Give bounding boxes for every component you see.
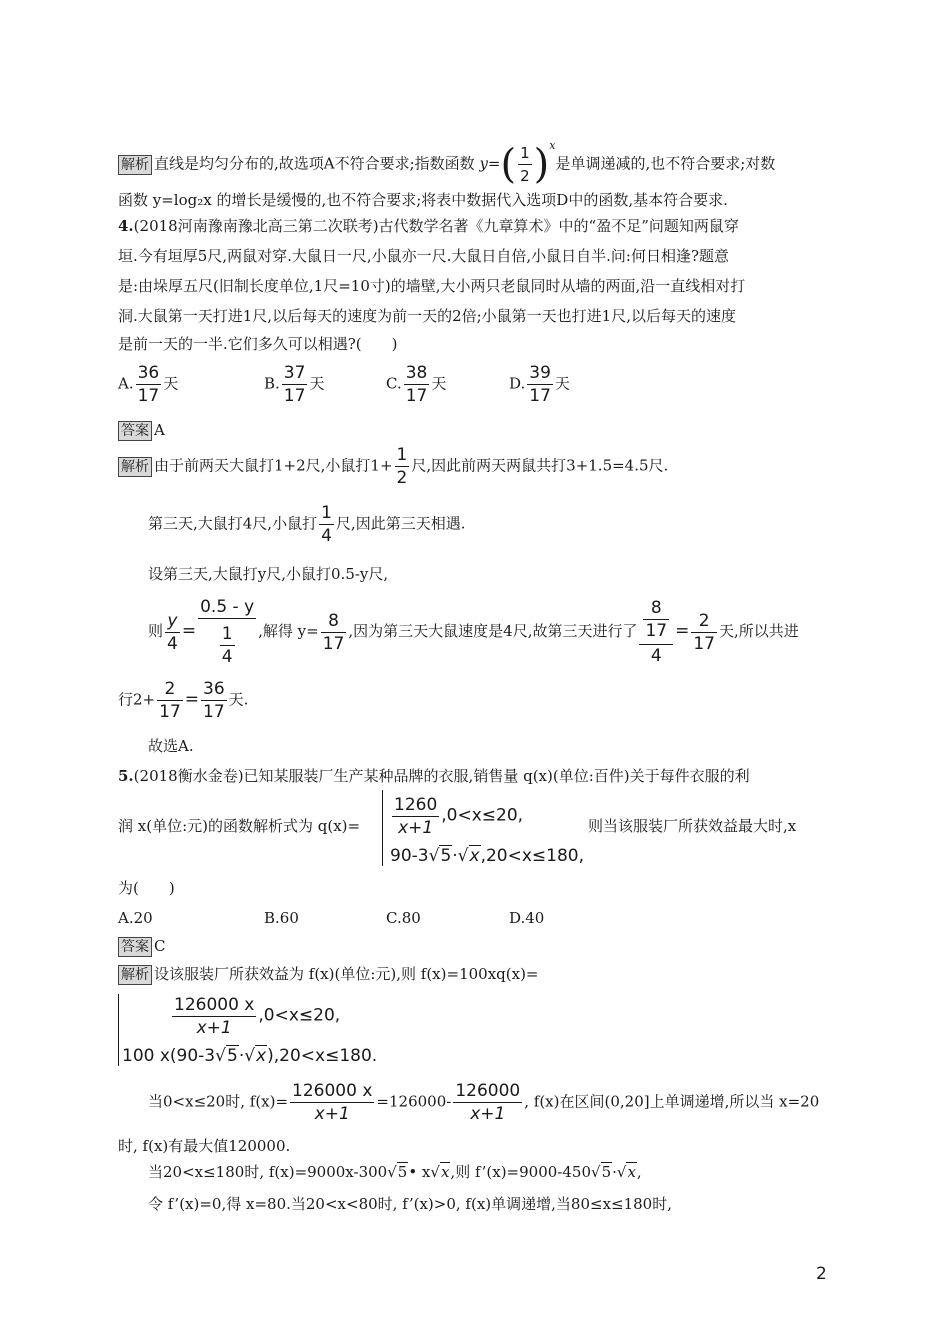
q4-solution-line3: 设第三天,大鼠打y尺,小鼠打0.5-y尺,	[148, 565, 389, 583]
q5-stem-line1: 5.(2018衡水金卷)已知某服装厂生产某种品牌的衣服,销售量 q(x)(单位:百件)关于每件衣服的利	[118, 767, 750, 785]
q5-solution-line4: 当20<x≤180时, f(x)=9000x-300√5• x√x,则 f’(x)=9000-450√5·√x,	[148, 1163, 642, 1181]
q5-option-b: B.60	[264, 909, 299, 927]
q4-stem-line1: 4.(2018河南豫南豫北高三第二次联考)古代数学名著《九章算术》中的“盈不足”问题知两鼠穿	[118, 217, 739, 235]
q4-solution-line1: 解析 由于前两天大鼠打1+2尺,小鼠打1+ $\frac{1}{2}$ 尺,因此前两天两鼠共打3+1.5=4.5尺.	[118, 444, 668, 489]
q4-option-d: D. $\frac{39}{17}$ 天	[509, 363, 570, 406]
analysis-tag: 解析	[118, 965, 152, 985]
left-brace-f	[118, 994, 119, 1066]
q4-solution-line6: 故选A.	[148, 737, 194, 755]
q5-answer: 答案 C	[118, 936, 165, 957]
q5-option-d: D.40	[509, 909, 545, 927]
q4-solution-line2: 第三天,大鼠打4尺,小鼠打 $\frac{1}{4}$ 尺,因此第三天相遇.	[148, 503, 466, 546]
q5-solution-line3: 时, f(x)有最大值120000.	[118, 1137, 291, 1155]
p3-analysis-line2: 函数 y=log₂x 的增长是缓慢的,也不符合要求;将表中数据代入选项D中的函数,基本符合要求.	[118, 191, 728, 209]
p3-analysis-line1: 解析 直线是均匀分布的,故选项A不符合要求;指数函数 y=( $\frac{1}{2}$ )$^x$是单调递减的,也不符合要求;对数	[118, 142, 775, 187]
q5-f-case1: $\frac{126000 x}{x+1}$ ,0<x≤20,	[174, 995, 341, 1038]
q5-case2: 90-3√5·√x,20<x≤180,	[390, 846, 585, 866]
q4-option-b: B. $\frac{37}{17}$ 天	[264, 363, 325, 406]
analysis-tag: 解析	[118, 457, 152, 477]
answer-tag: 答案	[118, 421, 152, 441]
q4-stem-line5: 是前一天的一半.它们多久可以相遇?( )	[118, 335, 398, 353]
q5-solution-line1: 解析 设该服装厂所获效益为 f(x)(单位:元),则 f(x)=100xq(x)=	[118, 964, 539, 985]
q4-option-a: A. $\frac{36}{17}$ 天	[118, 363, 179, 406]
q4-answer: 答案 A	[118, 420, 165, 441]
q4-stem-line4: 洞.大鼠第一天打进1尺,以后每天的速度为前一天的2倍;小鼠第一天也打进1尺,以后每天的速度	[118, 307, 736, 325]
analysis-tag: 解析	[118, 155, 152, 175]
q4-solution-line4: 则 $\frac{y}{4}$ = $\frac{0.5 - y}{\frac{1}{4}}$ ,解得 y= $\frac{8}{17}$ ,因为第三天大鼠速度是4尺,故第三天进行了 $\frac{\frac{8}{17}}{4}$ = $\frac{2}{17}$ 天,所以共进	[148, 597, 799, 667]
q4-stem-line3: 是:由垛厚五尺(旧制长度单位,1尺=10寸)的墙壁,大小两只老鼠同时从墙的两面,沿一直线相对打	[118, 277, 746, 295]
fraction-one-half: $\frac{1}{2}$	[520, 144, 530, 185]
answer-tag: 答案	[118, 937, 152, 957]
q5-stem-line2b: 则当该服装厂所获效益最大时,x	[588, 817, 797, 835]
q5-solution-line2: 当0<x≤20时, f(x)= $\frac{126000 x}{x+1}$ =126000- $\frac{126000}{x+1}$ , f(x)在区间(0,20]上单调递增,所以当 x=20	[148, 1081, 820, 1124]
q5-case1: $\frac{1260}{x+1}$ ,0<x≤20,	[394, 795, 524, 838]
q5-option-a: A.20	[118, 909, 153, 927]
q4-solution-line5: 行2+ $\frac{2}{17}$ = $\frac{36}{17}$ 天.	[118, 679, 249, 722]
q5-solution-line5: 令 f’(x)=0,得 x=80.当20<x<80时, f’(x)>0, f(x)单调递增,当80≤x≤180时,	[148, 1195, 672, 1213]
q5-option-c: C.80	[386, 909, 421, 927]
q5-stem-line3: 为( )	[118, 879, 175, 897]
q5-f-case2: 100 x(90-3√5·√x),20<x≤180.	[122, 1046, 378, 1066]
page-number: 2	[816, 1264, 827, 1284]
q4-stem-line2: 垣.今有垣厚5尺,两鼠对穿.大鼠日一尺,小鼠亦一尺.大鼠日自倍,小鼠日自半.问:何日相逢?题意	[118, 247, 730, 265]
q5-stem-line2a: 润 x(单位:元)的函数解析式为 q(x)=	[118, 817, 361, 835]
left-brace	[382, 790, 383, 866]
q4-option-c: C. $\frac{38}{17}$ 天	[386, 363, 447, 406]
